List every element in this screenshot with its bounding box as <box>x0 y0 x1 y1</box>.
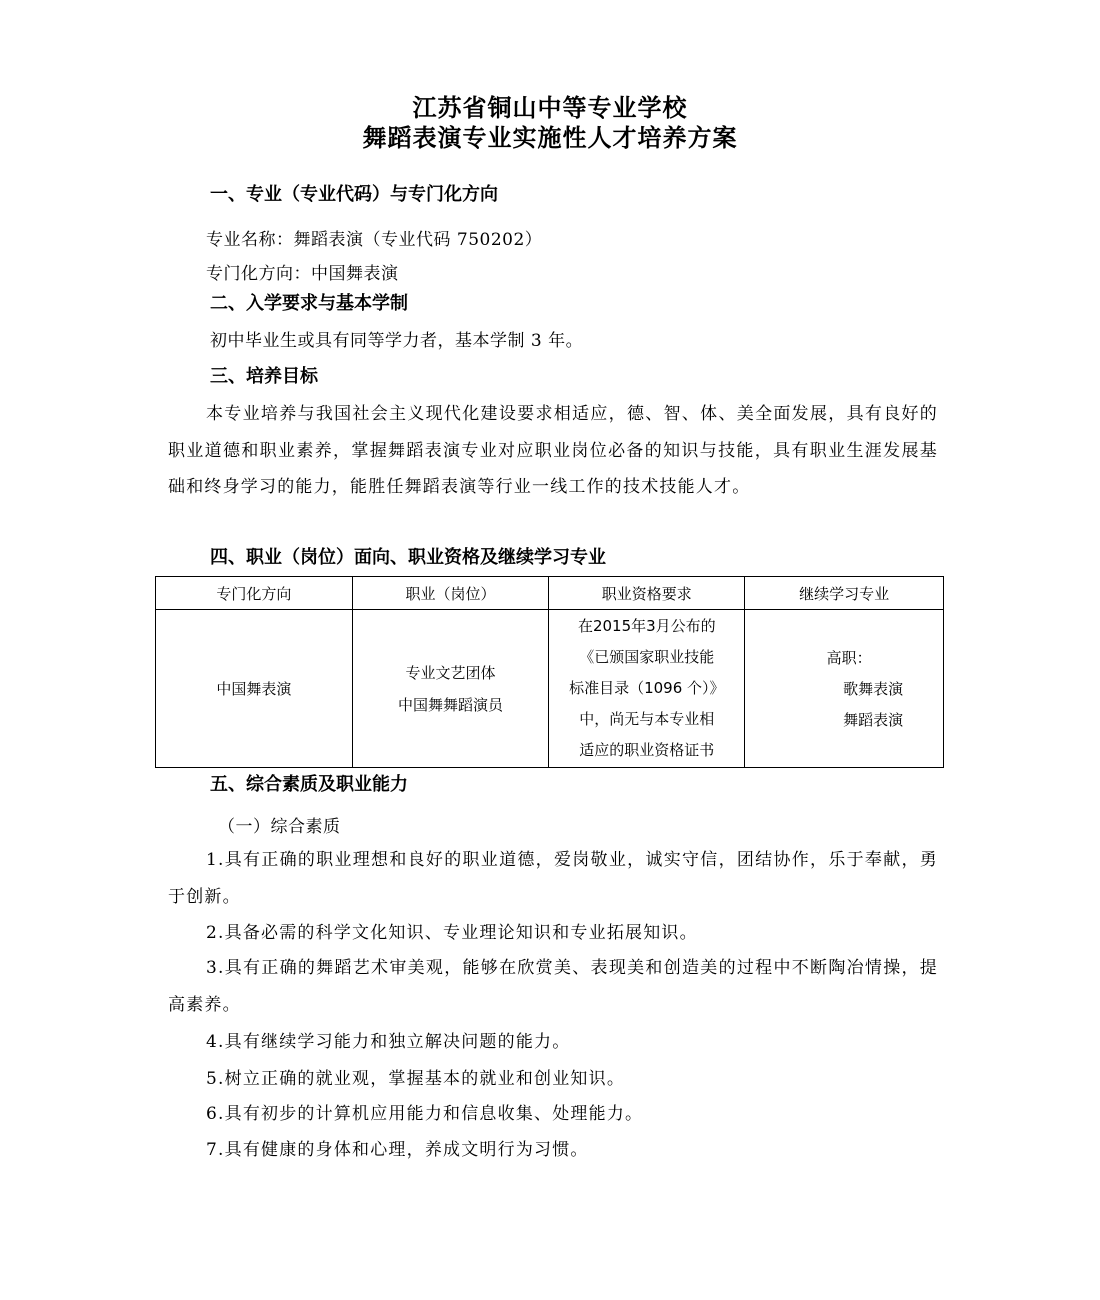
continue-study-label: 高职： <box>826 648 872 667</box>
career-table <box>155 576 944 768</box>
document-subtitle: 舞蹈表演专业实施性人才培养方案 <box>362 124 738 152</box>
list-item: 1.具有正确的职业理想和良好的职业道德，爱岗敬业，诚实守信，团结协作，乐于奉献，勇于创新。 <box>168 850 938 907</box>
admission-text: 初中毕业生或具有同等学力者，基本学制 3 年。 <box>210 331 584 351</box>
qualification-line: 适应的职业资格证书 <box>579 741 715 759</box>
qualification-line: 中，尚无与本专业相 <box>579 710 715 728</box>
list-item: 6.具有初步的计算机应用能力和信息收集、处理能力。 <box>206 1104 644 1124</box>
section-heading-5: 五、综合素质及职业能力 <box>210 774 408 795</box>
sub-heading-quality: （一）综合素质 <box>218 817 341 837</box>
continue-study-item: 舞蹈表演 <box>843 710 904 729</box>
list-item: 2.具备必需的科学文化知识、专业理论知识和专业拓展知识。 <box>206 923 698 943</box>
continue-study-cell <box>745 610 944 768</box>
table-header-cell: 专门化方向 <box>156 577 353 610</box>
job-line: 中国舞舞蹈演员 <box>398 695 504 714</box>
specialization-direction: 专门化方向：中国舞表演 <box>206 264 399 284</box>
qualification-cell <box>549 610 745 768</box>
document-title: 江苏省铜山中等专业学校 <box>412 94 688 122</box>
section-heading-4: 四、职业（岗位）面向、职业资格及继续学习专业 <box>210 547 606 568</box>
table-header-cell: 职业资格要求 <box>549 577 745 610</box>
table-header-cell: 职业（岗位） <box>352 577 549 610</box>
list-item: 3.具有正确的舞蹈艺术审美观，能够在欣赏美、表现美和创造美的过程中不断陶冶情操，提高素养。 <box>168 958 938 1015</box>
list-item: 5.树立正确的就业观，掌握基本的就业和创业知识。 <box>206 1069 626 1089</box>
training-goal-text: 本专业培养与我国社会主义现代化建设要求相适应，德、智、体、美全面发展，具有良好的职业道德和职业素养，掌握舞蹈表演专业对应职业岗位必备的知识与技能，具有职业生涯发展基础和终身学习的能力，能胜任舞蹈表演等行业一线工作的技术技能人才。 <box>168 404 938 497</box>
table-header-row <box>156 577 944 610</box>
section-heading-3: 三、培养目标 <box>210 366 318 387</box>
table-row <box>156 610 944 768</box>
continue-study-item: 歌舞表演 <box>843 679 904 698</box>
qualification-line: 《已颁国家职业技能 <box>579 648 715 666</box>
section-heading-1: 一、专业（专业代码）与专门化方向 <box>210 184 498 205</box>
list-item: 4.具有继续学习能力和独立解决问题的能力。 <box>206 1032 571 1052</box>
direction-cell: 中国舞表演 <box>156 610 353 768</box>
qualification-line: 在2015年3月公布的 <box>577 617 716 635</box>
list-item: 7.具有健康的身体和心理，养成文明行为习惯。 <box>206 1140 589 1160</box>
job-line: 专业文艺团体 <box>405 663 496 682</box>
section-heading-2: 二、入学要求与基本学制 <box>210 293 408 314</box>
qualification-line: 标准目录（1096 个）》 <box>569 679 725 697</box>
major-name: 专业名称：舞蹈表演（专业代码 750202） <box>206 230 543 250</box>
job-cell <box>352 610 549 768</box>
table-header-cell: 继续学习专业 <box>745 577 944 610</box>
